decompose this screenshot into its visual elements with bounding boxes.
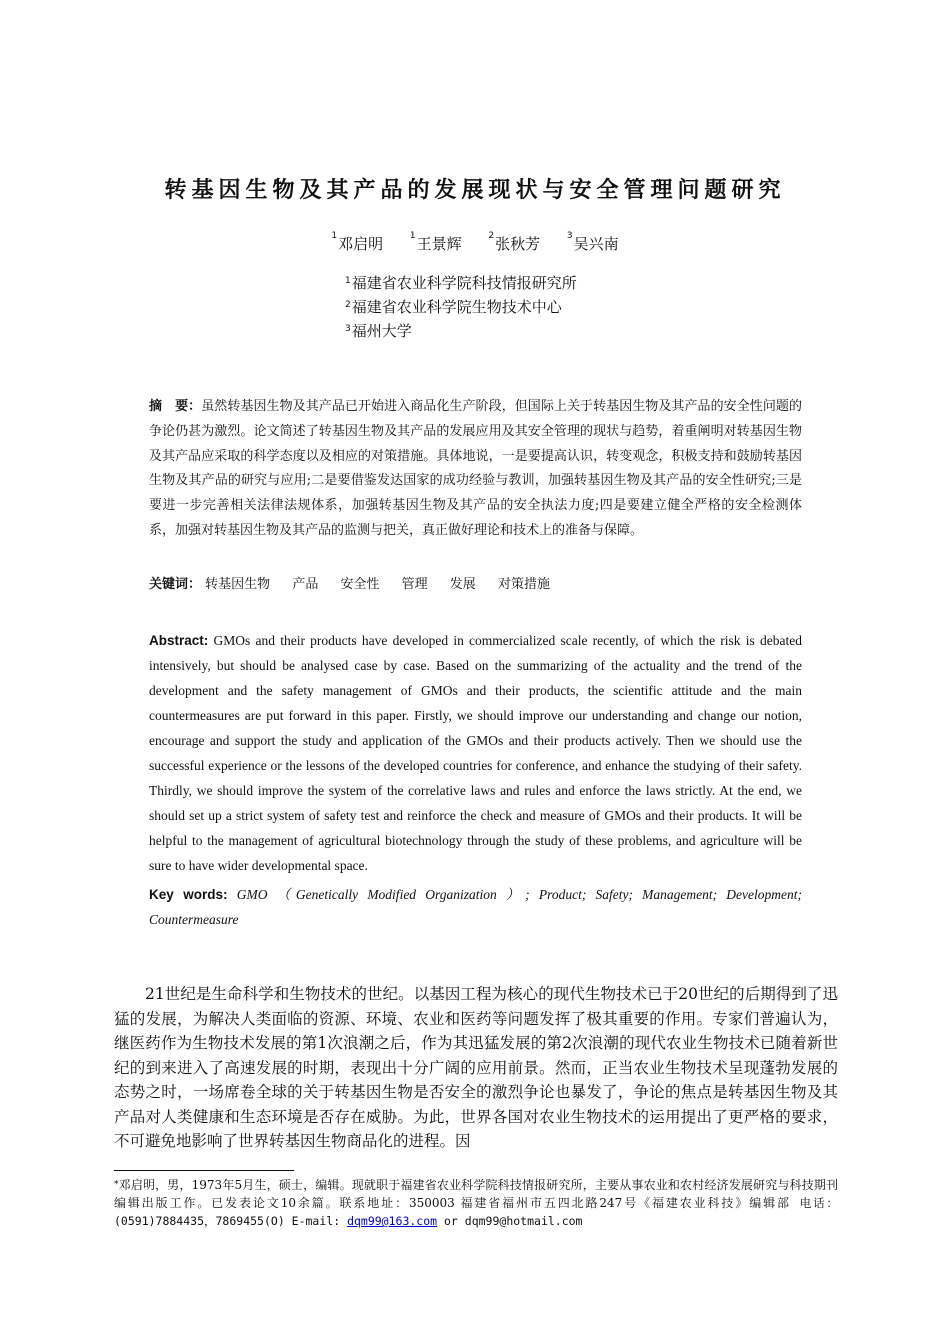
author-sup: 1: [409, 231, 416, 241]
abstract-cn-text: 虽然转基因生物及其产品已开始进入商品化生产阶段，但国际上关于转基因生物及其产品的安全性问题的争论仍甚为激烈。论文简述了转基因生物及其产品的发展应用及其安全管理的现状与趋势，着重阐明对转基因生物及其产品应采取的科学态度以及相应的对策措施。具体地说，一是要提高认识，转变观念，积极支持和鼓励转基因生物及其产品的研究与应用;二是要借鉴发达国家的成功经验与教训，加强转基因生物及其产品的安全性研究;三是要进一步完善相关法律法规体系，加强转基因生物及其产品的安全执法力度;四是要建立健全严格的安全检测体系，加强对转基因生物及其产品的监测与把关，真正做好理论和技术上的准备与保障。: [149, 399, 802, 538]
keyword-cn: 发展: [449, 577, 476, 592]
affiliation: [345, 295, 577, 319]
keywords-cn: [149, 573, 802, 597]
affiliation-name: 福州大学: [351, 322, 412, 340]
author-sup: 2: [488, 231, 495, 241]
keywords-en-text: GMO （Genetically Modified Organization ）; Product; Safety; Management; Development; Countermeasure: [149, 887, 802, 927]
email-link[interactable]: dqm99@163.com: [347, 1214, 438, 1228]
abstract-en-label: Abstract:: [149, 633, 209, 648]
keyword-cn: 对策措施: [497, 577, 550, 592]
affiliation-name: 福建省农业科学院生物技术中心: [351, 298, 562, 316]
affiliation-sup: 2: [345, 300, 351, 310]
body-paragraph: 21世纪是生命科学和生物技术的世纪。以基因工程为核心的现代生物技术已于20世纪的后期得到了迅猛的发展，为解决人类面临的资源、环境、农业和医药等问题发挥了极其重要的作用。专家们普遍认为，继医药作为生物技术发展的第1次浪潮之后，作为其迅猛发展的第2次浪潮的现代农业生物技术已随着新世纪的到来进入了高速发展的时期，表现出十分广阔的应用前景。然而，正当农业生物技术呈现蓬勃发展的态势之时，一场席卷全球的关于转基因生物是否安全的激烈争论也暴发了，争论的焦点是转基因生物及其产品对人类健康和生态环境是否存在威胁。为此，世界各国对农业生物技术的运用提出了更严格的要求，不可避免地影响了世界转基因生物商品化的进程。因: [114, 985, 838, 1150]
footnote-divider: [114, 1170, 294, 1171]
author-sup: 3: [566, 231, 573, 241]
abstract-en: [149, 628, 802, 878]
paper-title: 转基因生物及其产品的发展现状与安全管理问题研究: [164, 178, 786, 203]
keyword-cn: 产品: [292, 577, 319, 592]
abstract-cn-label: 摘 要：: [149, 399, 202, 414]
keyword-cn: 转基因生物: [205, 577, 271, 592]
email-text: dqm99@hotmail.com: [464, 1214, 583, 1228]
author: [567, 233, 619, 254]
footnote-or: or: [437, 1214, 465, 1228]
author-list: [0, 233, 950, 254]
author-name: 邓启明: [338, 235, 384, 253]
abstract-en-text: GMOs and their products have developed in commercialized scale recently, of which the risk is debated intensively, but should be analysed case by case. Based on the summarizing of the actuality and the trend of the development and the safety management of GMOs and their products, the scientific attitude and the main countermeasures are put forward in this paper. Firstly, we should improve our understanding and change our notion, encourage and support the study and application of the GMOs and their products actively. Then we should use the successful experience or the lessons of the developed countries for conference, and enhance the studying of their safety. Thirdly, we should improve the system of the correlative laws and rules and enforce the laws strictly. At the end, we should set up a strict system of safety test and reinforce the check and measure of GMOs and their products. It will be helpful to the management of agricultural biotechnology through the study of these problems, and agriculture will be sure to have wider developmental space.: [149, 633, 802, 873]
abstract-cn: [149, 395, 802, 544]
affiliation: [345, 271, 577, 295]
affiliation-list: [345, 271, 577, 343]
author-name: 王景辉: [416, 235, 462, 253]
keyword-cn: 安全性: [340, 577, 380, 592]
author-name: 吴兴南: [573, 235, 619, 253]
footnote-mark: *: [114, 1180, 119, 1190]
affiliation-sup: 3: [345, 324, 351, 334]
keywords-en: [149, 882, 802, 932]
keyword-cn: 管理: [401, 577, 428, 592]
keywords-en-label: Key words:: [149, 887, 228, 902]
keywords-cn-label: 关键词：: [149, 577, 202, 592]
author-name: 张秋芳: [495, 235, 541, 253]
author: [488, 233, 540, 254]
affiliation-name: 福建省农业科学院科技情报研究所: [351, 274, 577, 292]
footnote-text: 邓启明，男，1973年5月生，硕士，编辑。现就职于福建省农业科学院科技情报研究所，主要从事农业和农村经济发展研究与科技期刊编辑出版工作。已发表论文10余篇。联系地址：350003 福建省福州市五四北路247号《福建农业科技》编辑部: [114, 1178, 838, 1210]
author-sup: 1: [331, 231, 338, 241]
affiliation: [345, 319, 577, 343]
footnote: [114, 1176, 838, 1230]
footnote-contact: 电话：(0591)7884435，7869455(O) E-mail:: [114, 1196, 838, 1228]
author: [410, 233, 462, 254]
affiliation-sup: 1: [345, 276, 351, 286]
author: [331, 233, 383, 254]
